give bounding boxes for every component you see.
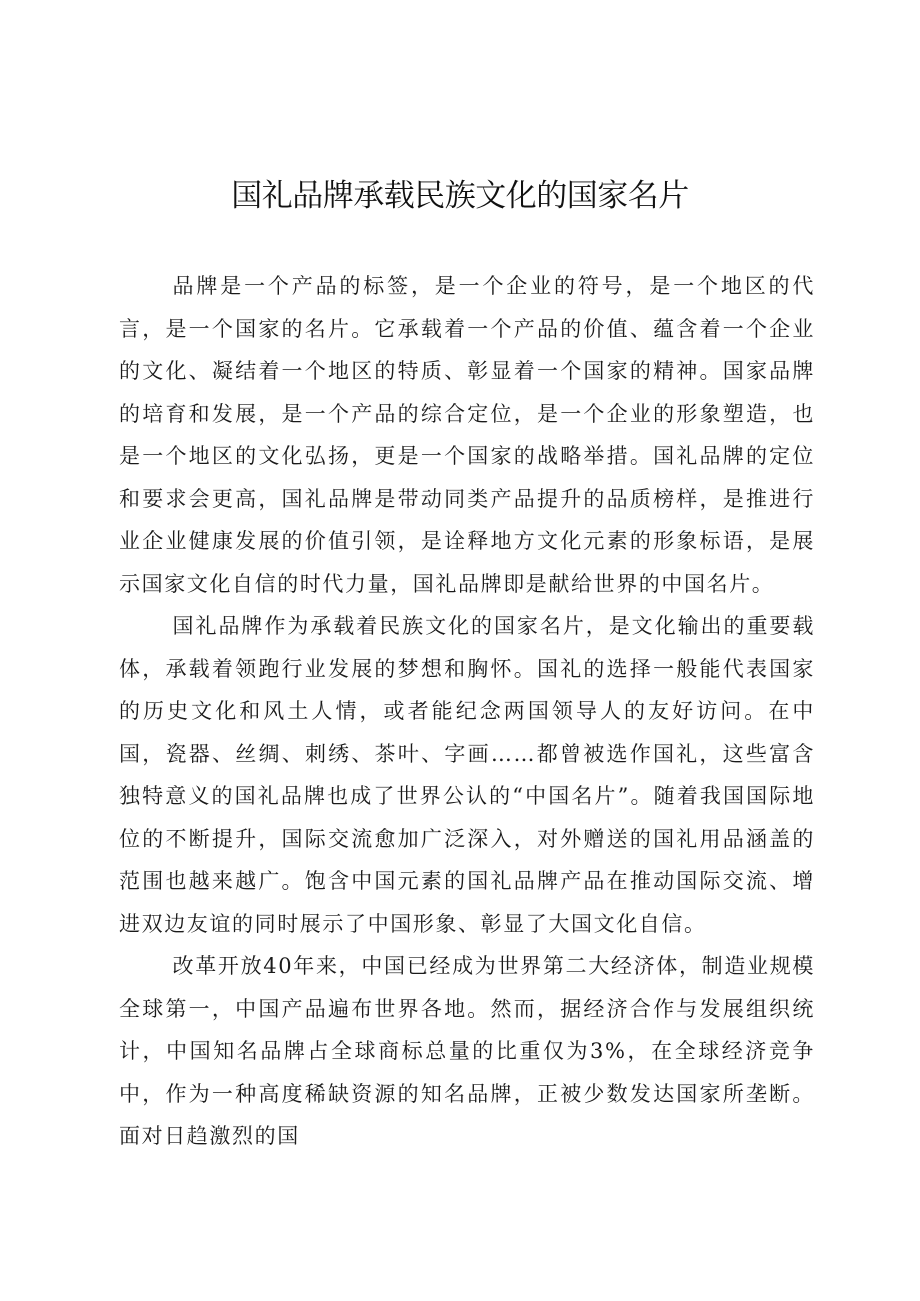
document-body xyxy=(119,265,815,1158)
paragraph-3: 改革开放40年来，中国已经成为世界第二大经济体，制造业规模全球第一，中国产品遍布世界各地。然而，据经济合作与发展组织统计，中国知名品牌占全球商标总量的比重仅为3%，在全球经济竞争中，作为一种高度稀缺资源的知名品牌，正被少数发达国家所垄断。面对日趋激烈的国 xyxy=(119,954,815,1148)
paragraph-2: 国礼品牌作为承载着民族文化的国家名片，是文化输出的重要载体，承载着领跑行业发展的梦想和胸怀。国礼的选择一般能代表国家的历史文化和风土人情，或者能纪念两国领导人的友好访问。在中国，瓷器、丝绸、刺绣、茶叶、字画……都曾被选作国礼，这些富含独特意义的国礼品牌也成了世界公认的“中国名片”。随着我国国际地位的不断提升，国际交流愈加广泛深入，对外赠送的国礼用品涵盖的范围也越来越广。饱含中国元素的国礼品牌产品在推动国际交流、增进双边友谊的同时展示了中国形象、彰显了大国文化自信。 xyxy=(119,614,815,936)
document-title: 国礼品牌承载民族文化的国家名片 xyxy=(231,178,689,214)
paragraph-1: 品牌是一个产品的标签，是一个企业的符号，是一个地区的代言，是一个国家的名片。它承载着一个产品的价值、蕴含着一个企业的文化、凝结着一个地区的特质、彰显着一个国家的精神。国家品牌的培育和发展，是一个产品的综合定位，是一个企业的形象塑造，也是一个地区的文化弘扬，更是一个国家的战略举措。国礼品牌的定位和要求会更高，国礼品牌是带动同类产品提升的品质榜样，是推进行业企业健康发展的价值引领，是诠释地方文化元素的形象标语，是展示国家文化自信的时代力量，国礼品牌即是献给世界的中国名片。 xyxy=(119,274,815,596)
